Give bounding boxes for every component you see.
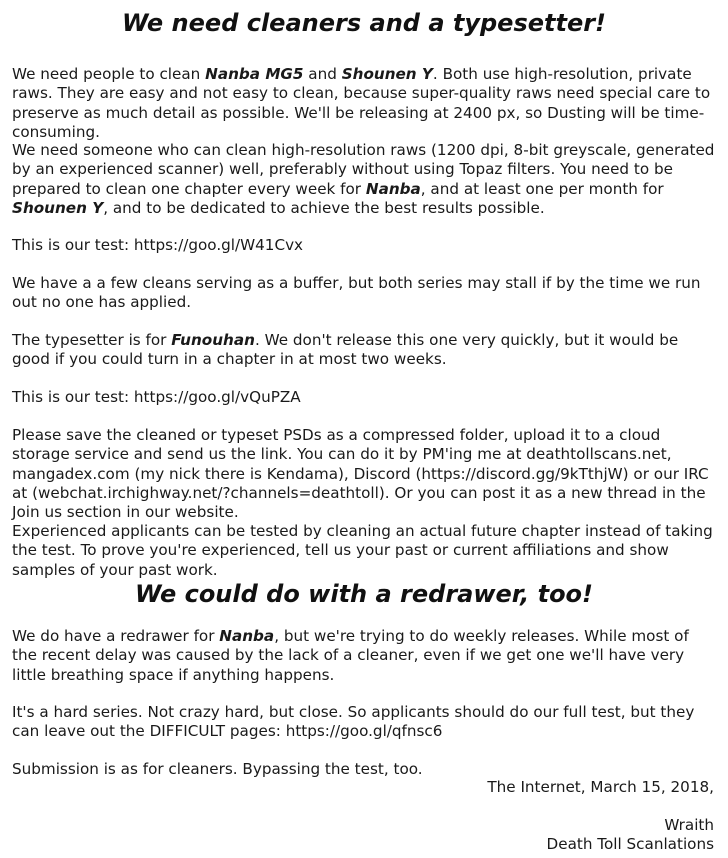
heading-redrawer: We could do with a redrawer, too! [135, 580, 593, 608]
paragraph-typesetter-test-link: This is our test: https://goo.gl/vQuPZA [12, 388, 301, 406]
paragraph-cleaner-requirements: We need someone who can clean high-resolution raws (1200 dpi, 8-bit greyscale, generated by an experienced scanner) well, preferably without using Topaz filters. You need to be prepared to clean one chapter every week for Nanba, and at least one per month for Shounen Y, and to be dedicated to achieve the best results possible. [12, 141, 715, 217]
paragraph-submission-instructions: Please save the cleaned or typeset PSDs as a compressed folder, upload it to a cloud storage service and send us the link. You can do it by PM'ing me at deathtollscans.net, mangadex.com (my nick there is Kendama), Discord (https://discord.gg/9kTthjW) or our IRC at (webchat.irchighway.net/?channels=deathtoll). Or you can post it as a new thread in the Join us section in our website. [12, 426, 709, 522]
paragraph-redrawer-need: We do have a redrawer for Nanba, but we're trying to do weekly releases. While most of the recent delay was caused by the lack of a cleaner, even if we get one we'll have very little breathing space if anything happens. [12, 627, 689, 684]
paragraph-submission-note: Submission is as for cleaners. Bypassing the test, too. [12, 760, 423, 778]
paragraph-buffer-note: We have a a few cleans serving as a buffer, but both series may stall if by the time we run out no one has applied. [12, 274, 701, 312]
paragraph-experienced-applicants: Experienced applicants can be tested by cleaning an actual future chapter instead of taking the test. To prove you're experienced, tell us your past or current affiliations and show samples of your past work. [12, 522, 713, 579]
paragraph-cleaner-test-link: This is our test: https://goo.gl/W41Cvx [12, 236, 304, 254]
signature-name: Wraith [664, 816, 714, 834]
date-line: The Internet, March 15, 2018, [487, 778, 714, 796]
paragraph-typesetter: The typesetter is for Funouhan. We don't release this one very quickly, but it would be good if you could turn in a chapter in at most two weeks. [12, 331, 679, 369]
heading-cleaners-typesetter: We need cleaners and a typesetter! [121, 9, 607, 37]
signature-group: Death Toll Scanlations [546, 835, 714, 853]
paragraph-cleaning-intro: We need people to clean Nanba MG5 and Shounen Y. Both use high-resolution, private raws. They are easy and not easy to clean, because super-quality raws need special care to preserve as much detail as possible. We'll be releasing at 2400 px, so Dusting will be time-consuming. [12, 65, 711, 141]
paragraph-redrawer-test: It's a hard series. Not crazy hard, but close. So applicants should do our full test, but they can leave out the DIFFICULT pages: https://goo.gl/qfnsc6 [12, 703, 695, 741]
